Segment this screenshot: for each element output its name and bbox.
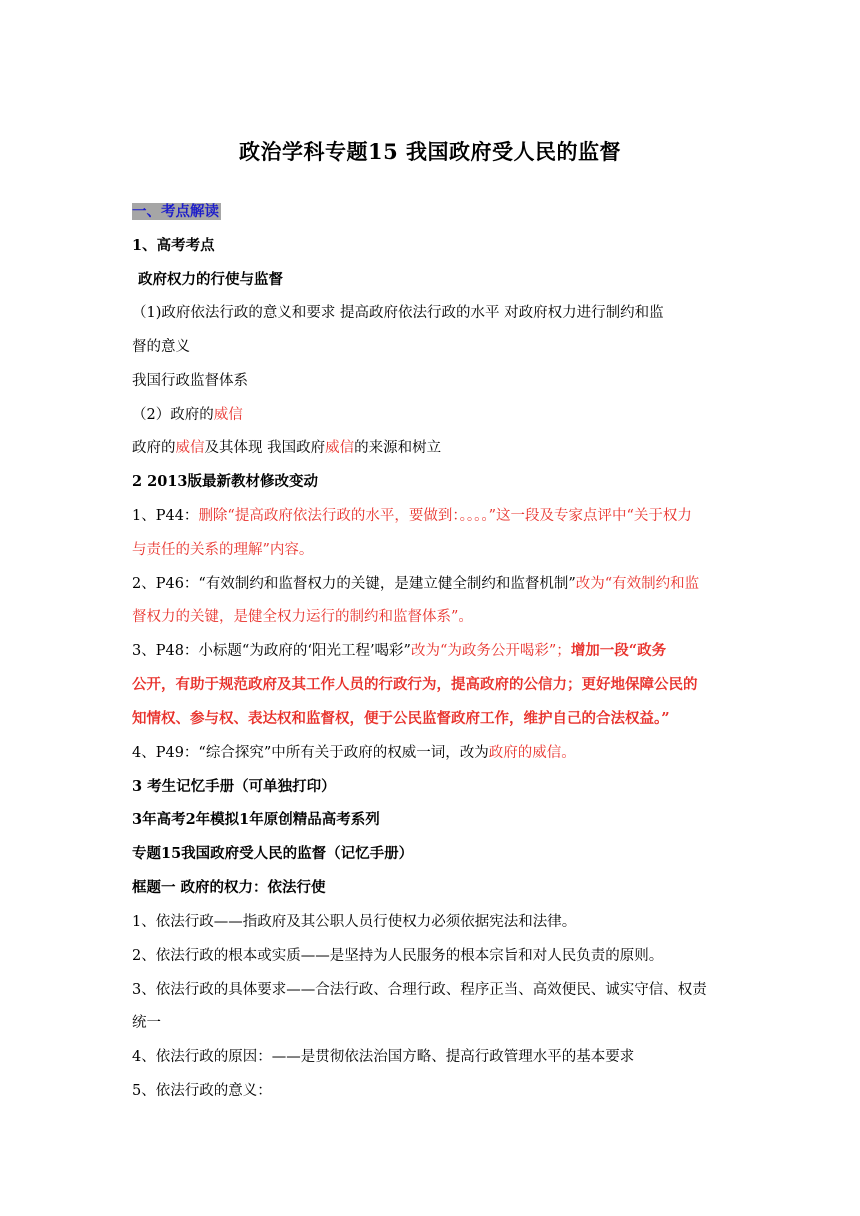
paragraph-line: 督的意义 [132, 339, 190, 355]
text-run: 3、P48：小标题“为政府的‘阳光工程’喝彩” [132, 643, 411, 659]
text-run: 1、P44： [132, 508, 199, 524]
paragraph-line: （1)政府依法行政的意义和要求 提高政府依法行政的水平 对政府权力进行制约和监 [132, 305, 664, 321]
paragraph-line: 统一 [132, 1015, 161, 1031]
heading-topic: 专题15我国政府受人民的监督（记忆手册） [132, 845, 414, 862]
text-run: （2）政府的 [132, 407, 214, 423]
red-text-run: 威信 [175, 440, 205, 456]
paragraph-line: 我国行政监督体系 [132, 373, 248, 389]
paragraph-line: 2、依法行政的根本或实质——是坚持为人民服务的根本宗旨和对人民负责的原则。 [132, 948, 664, 964]
highlighted-section-label: 一、考点解读 [132, 203, 219, 220]
heading-series: 3年高考2年模拟1年原创精品高考系列 [132, 811, 380, 828]
red-text-run: 威信 [213, 407, 243, 423]
red-bold-text-run: 增加一段“政务 [570, 642, 667, 659]
subheading-power: 政府权力的行使与监督 [138, 271, 283, 288]
red-paragraph-line: 与责任的关系的理解”内容。 [132, 542, 314, 558]
red-text-run: 改为“有效制约和监 [575, 576, 700, 592]
red-bold-paragraph-line: 公开，有助于规范政府及其工作人员的行政行为，提高政府的公信力；更好地保障公民的 [132, 676, 698, 693]
red-text-run: 改为“为政务公开喝彩”； [410, 643, 571, 659]
red-text-run: 威信 [325, 440, 355, 456]
paragraph-line [132, 743, 732, 763]
paragraph-line: 1、依法行政——指政府及其公职人员行使权力必须依据宪法和法律。 [132, 914, 577, 930]
paragraph-line [132, 574, 732, 594]
red-bold-paragraph-line: 知情权、参与权、表达权和监督权，便于公民监督政府工作，维护自己的合法权益。” [132, 710, 670, 727]
paragraph-line [132, 405, 732, 425]
section-heading [132, 202, 732, 222]
text-run: 政府的 [132, 440, 176, 456]
red-text-run: 删除“提高政府依法行政的水平，要做到：。。。。”这一段及专家点评中“关于权力 [198, 508, 692, 524]
text-run: 2、P46：“有效制约和监督权力的关键，是建立健全制约和监督机制” [132, 576, 576, 592]
paragraph-line [132, 506, 732, 526]
paragraph-line [132, 438, 732, 458]
heading-changes: 2 2013版最新教材修改变动 [132, 473, 318, 490]
paragraph-line: 5、依法行政的意义： [132, 1083, 272, 1099]
paragraph-line: 3、依法行政的具体要求——合法行政、合理行政、程序正当、高效便民、诚实守信、权责 [132, 982, 707, 998]
heading-gaokao: 1、高考考点 [132, 237, 215, 254]
red-text-run: 政府的威信。 [488, 745, 576, 761]
red-paragraph-line: 督权力的关键，是健全权力运行的制约和监督体系”。 [132, 609, 473, 625]
paragraph-line [132, 641, 732, 661]
heading-frame: 框题一 政府的权力：依法行使 [132, 879, 326, 896]
page-title: 政治学科专题15 我国政府受人民的监督 [238, 139, 622, 164]
text-run: 的来源和树立 [354, 440, 442, 456]
text-run: 及其体现 我国政府 [204, 440, 326, 456]
text-run: 4、P49：“综合探究”中所有关于政府的权威一词，改为 [132, 745, 489, 761]
heading-memo: 3 考生记忆手册（可单独打印） [132, 778, 336, 795]
paragraph-line: 4、依法行政的原因：——是贯彻依法治国方略、提高行政管理水平的基本要求 [132, 1049, 635, 1065]
